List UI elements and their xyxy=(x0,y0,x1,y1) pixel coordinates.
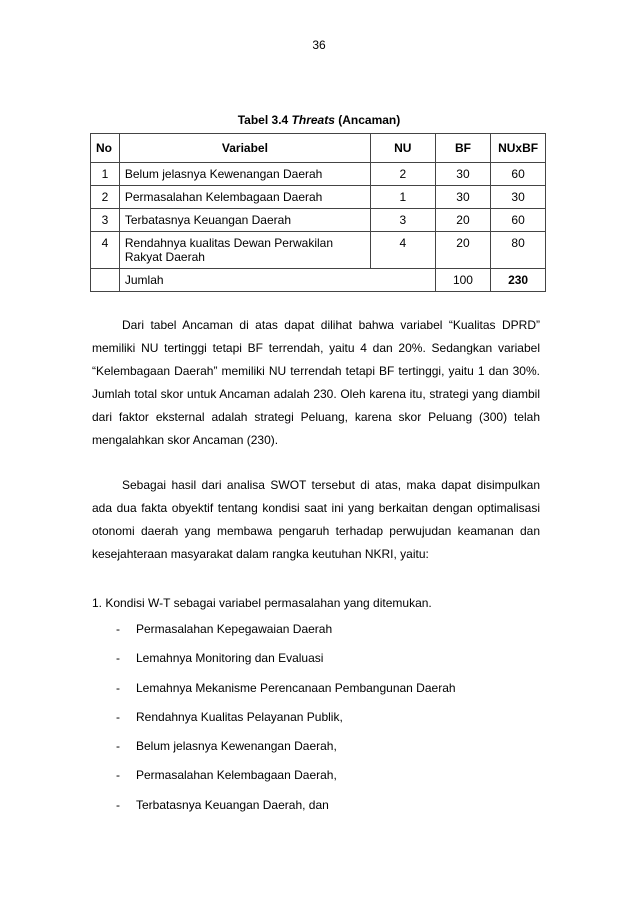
table-row xyxy=(91,232,546,269)
list-item xyxy=(116,739,456,768)
header-bf: BF xyxy=(435,134,491,163)
total-nuxbf: 230 xyxy=(491,269,546,292)
threats-table xyxy=(90,133,546,292)
header-variabel: Variabel xyxy=(119,134,370,163)
cell-bf: 20 xyxy=(435,209,491,232)
cell-nuxbf: 60 xyxy=(491,209,546,232)
cell-variabel xyxy=(119,232,370,269)
cell-variabel-line2: Rakyat Daerah xyxy=(124,250,205,264)
dash-marker: - xyxy=(116,622,120,636)
bullet-text: Rendahnya Kualitas Pelayanan Publik, xyxy=(136,709,343,724)
cell-nuxbf: 80 xyxy=(491,232,546,269)
bullet-text: Lemahnya Mekanisme Perencanaan Pembangunan Daerah xyxy=(136,680,456,695)
bullet-text: Permasalahan Kelembagaan Daerah, xyxy=(136,768,337,783)
cell-no: 3 xyxy=(91,209,120,232)
bullet-text: Terbatasnya Keuangan Daerah, dan xyxy=(136,797,329,812)
bullet-text: Permasalahan Kepegawaian Daerah xyxy=(136,622,333,636)
cell-no: 2 xyxy=(91,186,120,209)
cell-variabel: Terbatasnya Keuangan Daerah xyxy=(119,209,370,232)
cell-nu: 4 xyxy=(370,232,435,269)
caption-suffix: (Ancaman) xyxy=(334,113,401,127)
dash-marker: - xyxy=(116,680,120,695)
cell-bf: 20 xyxy=(435,232,491,269)
list-item xyxy=(116,768,456,797)
table-row xyxy=(91,209,546,232)
cell-variabel: Belum jelasnya Kewenangan Daerah xyxy=(119,163,370,186)
header-nu: NU xyxy=(370,134,435,163)
cell-no: 4 xyxy=(91,232,120,269)
list-item xyxy=(116,622,456,651)
list-item xyxy=(116,710,456,739)
paragraph-2-text: Sebagai hasil dari analisa SWOT tersebut di atas, maka dapat disimpulkan ada dua fakta obyektif tentang kondisi saat ini yang berkaitan dengan optimalisasi otonomi daerah yang membawa pengaruh terhadap perwujudan keamanan dan kesejahteraan masyarakat dalam rangka keutuhan NKRI, yaitu: xyxy=(92,478,540,561)
cell-nu: 3 xyxy=(370,209,435,232)
table-total-row xyxy=(91,269,546,292)
cell-variabel-line1: Rendahnya kualitas Dewan Perwakilan xyxy=(124,236,333,250)
cell-bf: 30 xyxy=(435,163,491,186)
paragraph-1-text: Dari tabel Ancaman di atas dapat dilihat bahwa variabel “Kualitas DPRD” memiliki NU tertinggi tetapi BF terrendah, yaitu 4 dan 20%. Sedangkan variabel “Kelembagaan Daerah” memiliki NU terrendah tetapi BF tertinggi, yaitu 1 dan 30%. Jumlah total skor untuk Ancaman adalah 230. Oleh karena itu, strategi yang diambil dari faktor eksternal adalah strategi Peluang, karena skor Peluang (300) telah mengalahkan skor Ancaman (230). xyxy=(92,318,540,447)
paragraph-2 xyxy=(92,474,540,566)
cell-bf: 30 xyxy=(435,186,491,209)
header-no: No xyxy=(91,134,120,163)
list-item-1: 1. Kondisi W-T sebagai variabel permasalahan yang ditemukan. xyxy=(92,596,432,610)
dash-marker: - xyxy=(116,709,120,724)
table-row xyxy=(91,186,546,209)
cell-empty xyxy=(91,269,120,292)
cell-nu: 2 xyxy=(370,163,435,186)
caption-prefix: Tabel 3.4 xyxy=(237,113,292,127)
dash-marker: - xyxy=(116,797,120,812)
caption-italic: Threats xyxy=(291,113,335,127)
cell-variabel: Permasalahan Kelembagaan Daerah xyxy=(119,186,370,209)
list-item xyxy=(116,798,456,827)
cell-no: 1 xyxy=(91,163,120,186)
list-item xyxy=(116,651,456,680)
cell-nu: 1 xyxy=(370,186,435,209)
bullet-text: Lemahnya Monitoring dan Evaluasi xyxy=(136,651,324,666)
dash-marker: - xyxy=(116,739,120,754)
total-label: Jumlah xyxy=(119,269,435,292)
table-header-row xyxy=(91,134,546,163)
total-bf: 100 xyxy=(435,269,491,292)
header-nuxbf: NUxBF xyxy=(491,134,546,163)
paragraph-1 xyxy=(92,314,540,452)
page-number: 36 xyxy=(312,38,326,52)
bullet-list xyxy=(116,622,456,827)
cell-nuxbf: 30 xyxy=(491,186,546,209)
cell-nuxbf: 60 xyxy=(491,163,546,186)
bullet-text: Belum jelasnya Kewenangan Daerah, xyxy=(136,739,337,754)
dash-marker: - xyxy=(116,651,120,666)
list-item xyxy=(116,681,456,710)
dash-marker: - xyxy=(116,768,120,783)
table-caption xyxy=(0,113,638,127)
table-row xyxy=(91,163,546,186)
